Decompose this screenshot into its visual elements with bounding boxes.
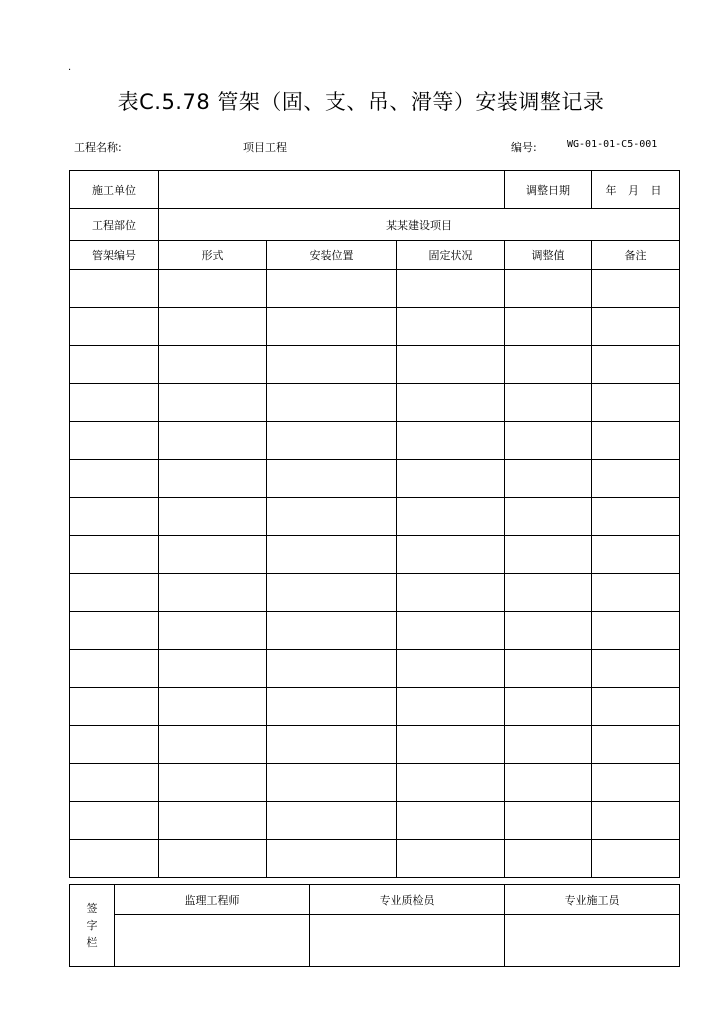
- table-cell[interactable]: [159, 308, 267, 346]
- column-header: 固定状况: [397, 241, 505, 270]
- table-row: [70, 574, 680, 612]
- project-part-row: [70, 209, 680, 241]
- table-cell[interactable]: [159, 726, 267, 764]
- table-cell[interactable]: [592, 650, 680, 688]
- table-cell[interactable]: [159, 802, 267, 840]
- table-cell[interactable]: [505, 802, 592, 840]
- table-cell[interactable]: [397, 688, 505, 726]
- table-cell[interactable]: [505, 688, 592, 726]
- table-cell[interactable]: [70, 764, 159, 802]
- table-row: [70, 384, 680, 422]
- table-cell[interactable]: [592, 840, 680, 878]
- table-cell[interactable]: [592, 384, 680, 422]
- table-cell[interactable]: [397, 764, 505, 802]
- adjust-date-value[interactable]: 年 月 日: [592, 171, 680, 209]
- table-cell[interactable]: [159, 688, 267, 726]
- table-cell[interactable]: [505, 612, 592, 650]
- code-label: 编号:: [511, 141, 537, 154]
- table-cell[interactable]: [267, 688, 397, 726]
- table-cell[interactable]: [159, 498, 267, 536]
- table-cell[interactable]: [397, 802, 505, 840]
- table-cell[interactable]: [592, 422, 680, 460]
- table-cell[interactable]: [592, 764, 680, 802]
- project-name-label: 工程名称:: [74, 141, 122, 154]
- table-cell[interactable]: [70, 498, 159, 536]
- table-cell[interactable]: [505, 498, 592, 536]
- table-row: [70, 308, 680, 346]
- table-cell[interactable]: [267, 422, 397, 460]
- table-cell[interactable]: [505, 270, 592, 308]
- table-cell[interactable]: [267, 536, 397, 574]
- supervisor-engineer-signature[interactable]: [115, 915, 310, 967]
- construction-unit-row: [70, 171, 680, 209]
- table-cell[interactable]: [70, 650, 159, 688]
- table-cell[interactable]: [70, 460, 159, 498]
- table-cell[interactable]: [592, 536, 680, 574]
- table-cell[interactable]: [159, 764, 267, 802]
- construction-worker-signature[interactable]: [505, 915, 680, 967]
- table-row: [70, 498, 680, 536]
- table-row: [70, 460, 680, 498]
- column-header-row: [70, 241, 680, 270]
- table-row: [70, 764, 680, 802]
- table-cell[interactable]: [397, 536, 505, 574]
- table-cell[interactable]: [592, 308, 680, 346]
- signature-table: [69, 884, 680, 967]
- table-cell[interactable]: [397, 726, 505, 764]
- table-row: [70, 346, 680, 384]
- signature-body-row: [70, 915, 680, 967]
- table-cell[interactable]: [267, 764, 397, 802]
- table-cell[interactable]: [505, 536, 592, 574]
- table-cell[interactable]: [592, 726, 680, 764]
- table-cell[interactable]: [397, 308, 505, 346]
- table-cell[interactable]: [159, 270, 267, 308]
- quality-inspector-label: 专业质检员: [310, 885, 505, 915]
- table-cell[interactable]: [397, 460, 505, 498]
- table-cell[interactable]: [592, 460, 680, 498]
- table-cell[interactable]: [70, 384, 159, 422]
- table-cell[interactable]: [267, 574, 397, 612]
- table-row: [70, 802, 680, 840]
- table-cell[interactable]: [267, 346, 397, 384]
- table-cell[interactable]: [592, 574, 680, 612]
- adjust-date-label: 调整日期: [505, 171, 592, 209]
- table-row: [70, 422, 680, 460]
- table-cell[interactable]: [505, 384, 592, 422]
- table-cell[interactable]: [70, 726, 159, 764]
- table-cell[interactable]: [505, 460, 592, 498]
- table-cell[interactable]: [70, 840, 159, 878]
- table-row: [70, 688, 680, 726]
- table-cell[interactable]: [505, 308, 592, 346]
- table-cell[interactable]: [159, 840, 267, 878]
- table-cell[interactable]: [70, 346, 159, 384]
- table-cell[interactable]: [397, 840, 505, 878]
- column-header: 管架编号: [70, 241, 159, 270]
- table-cell[interactable]: [505, 346, 592, 384]
- table-cell[interactable]: [592, 802, 680, 840]
- table-cell[interactable]: [267, 650, 397, 688]
- signature-header-row: [70, 885, 680, 915]
- table-row: [70, 612, 680, 650]
- table-cell[interactable]: [505, 422, 592, 460]
- table-row: [70, 726, 680, 764]
- column-header: 形式: [159, 241, 267, 270]
- table-cell[interactable]: [505, 650, 592, 688]
- page-title: 表C.5.78 管架（固、支、吊、滑等）安装调整记录: [117, 90, 605, 114]
- table-cell[interactable]: [267, 384, 397, 422]
- table-cell[interactable]: [267, 270, 397, 308]
- column-header: 安装位置: [267, 241, 397, 270]
- table-cell[interactable]: [592, 270, 680, 308]
- table-cell[interactable]: [159, 574, 267, 612]
- table-cell[interactable]: [159, 460, 267, 498]
- table-cell[interactable]: [505, 764, 592, 802]
- table-cell[interactable]: [267, 726, 397, 764]
- table-cell[interactable]: [267, 498, 397, 536]
- construction-unit-value[interactable]: [159, 171, 505, 209]
- table-cell[interactable]: [397, 346, 505, 384]
- column-header: 调整值: [505, 241, 592, 270]
- construction-unit-label: 施工单位: [70, 171, 159, 209]
- table-row: [70, 840, 680, 878]
- table-cell[interactable]: [159, 536, 267, 574]
- supervisor-engineer-label: 监理工程师: [115, 885, 310, 915]
- table-cell[interactable]: [70, 536, 159, 574]
- construction-worker-label: 专业施工员: [505, 885, 680, 915]
- table-cell[interactable]: [505, 726, 592, 764]
- project-name-value: 项目工程: [243, 141, 287, 154]
- table-cell[interactable]: [505, 840, 592, 878]
- table-cell[interactable]: [397, 574, 505, 612]
- table-cell[interactable]: [267, 612, 397, 650]
- code-value: WG-01-01-C5-001: [567, 139, 658, 150]
- table-cell[interactable]: [397, 270, 505, 308]
- table-cell[interactable]: [592, 346, 680, 384]
- corner-mark: .: [68, 62, 72, 73]
- signature-label-char: 字: [86, 919, 98, 932]
- quality-inspector-signature[interactable]: [310, 915, 505, 967]
- table-cell[interactable]: [592, 688, 680, 726]
- table-cell[interactable]: [592, 498, 680, 536]
- signature-label-char: 签: [86, 902, 98, 915]
- table-cell[interactable]: [70, 612, 159, 650]
- table-cell[interactable]: [70, 422, 159, 460]
- table-cell[interactable]: [397, 384, 505, 422]
- signature-label: [70, 885, 115, 967]
- table-cell[interactable]: [159, 384, 267, 422]
- table-cell[interactable]: [592, 612, 680, 650]
- table-row: [70, 270, 680, 308]
- table-row: [70, 536, 680, 574]
- table-cell[interactable]: [70, 802, 159, 840]
- project-part-label: 工程部位: [70, 209, 159, 241]
- table-cell[interactable]: [267, 802, 397, 840]
- project-part-value[interactable]: 某某建设项目: [159, 209, 680, 241]
- table-cell[interactable]: [159, 346, 267, 384]
- table-cell[interactable]: [70, 688, 159, 726]
- table-cell[interactable]: [159, 612, 267, 650]
- table-cell[interactable]: [159, 650, 267, 688]
- table-cell[interactable]: [397, 422, 505, 460]
- table-cell[interactable]: [397, 650, 505, 688]
- table-cell[interactable]: [267, 460, 397, 498]
- record-table: [69, 170, 680, 878]
- table-cell[interactable]: [397, 498, 505, 536]
- table-cell[interactable]: [267, 840, 397, 878]
- table-cell[interactable]: [70, 308, 159, 346]
- table-cell[interactable]: [267, 308, 397, 346]
- table-cell[interactable]: [505, 574, 592, 612]
- table-cell[interactable]: [70, 270, 159, 308]
- table-cell[interactable]: [70, 574, 159, 612]
- column-header: 备注: [592, 241, 680, 270]
- table-cell[interactable]: [397, 612, 505, 650]
- table-cell[interactable]: [159, 422, 267, 460]
- table-row: [70, 650, 680, 688]
- signature-label-char: 栏: [86, 936, 98, 949]
